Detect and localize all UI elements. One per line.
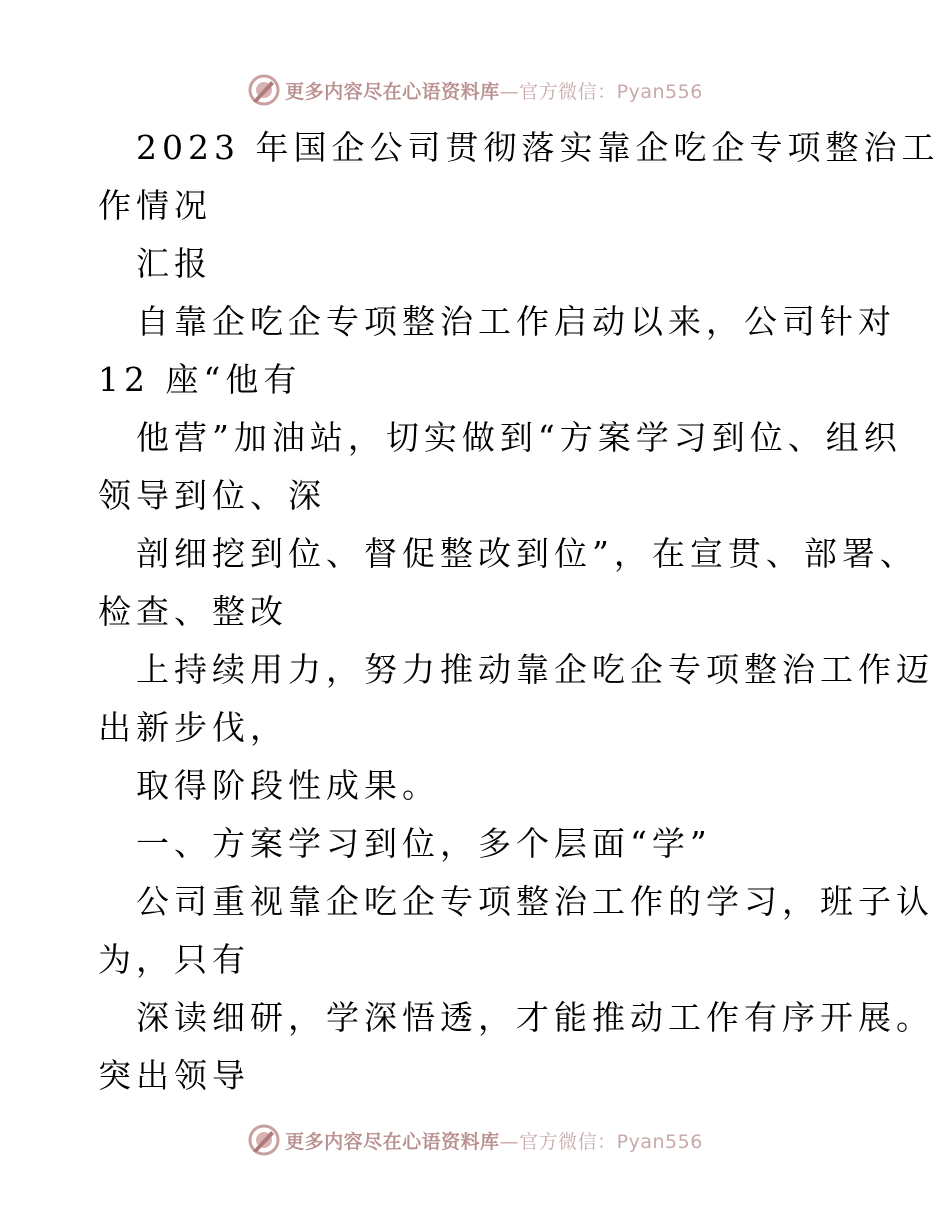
watermark-separator: — [499, 80, 520, 103]
doc-line: 他营”加油站，切实做到“方案学习到位、组织 [136, 418, 902, 457]
doc-line: 领导到位、深 [98, 476, 326, 515]
doc-line-title-2: 作情况 [98, 186, 212, 225]
doc-line: 突出领导 [98, 1056, 250, 1095]
doc-line: 剖细挖到位、督促整改到位”，在宣贯、部署、 [136, 534, 918, 573]
doc-line: 上持续用力，努力推动靠企吃企专项整治工作迈 [136, 650, 934, 689]
doc-line-title-3: 汇报 [136, 244, 212, 283]
doc-line: 公司重视靠企吃企专项整治工作的学习，班子认 [136, 882, 934, 921]
watermark-separator: — [499, 1130, 520, 1153]
watermark-main-text: 更多内容尽在心语资料库 [285, 1130, 500, 1153]
doc-line: 深读细研，学深悟透，才能推动工作有序开展。 [136, 998, 934, 1037]
doc-line: 自靠企吃企专项整治工作启动以来，公司针对 [136, 302, 896, 341]
doc-line: 检查、整改 [98, 592, 288, 631]
watermark-wechat-text: 官方微信：Pyan556 [519, 80, 703, 103]
watermark-wechat-text: 官方微信：Pyan556 [519, 1130, 703, 1153]
watermark-text [285, 1127, 703, 1154]
doc-line: 取得阶段性成果。 [136, 766, 440, 805]
section-heading: 一、方案学习到位，多个层面“学” [136, 824, 712, 863]
doc-line: 12 座“他有 [98, 360, 302, 399]
doc-line: 出新步伐， [98, 708, 288, 747]
watermark-main-text: 更多内容尽在心语资料库 [285, 80, 500, 103]
doc-line: 为，只有 [98, 940, 250, 979]
doc-line-title-1: 2023 年国企公司贯彻落实靠企吃企专项整治工 [136, 128, 940, 167]
pen-circle-logo-icon [247, 1123, 281, 1157]
watermark-footer [0, 1120, 950, 1160]
